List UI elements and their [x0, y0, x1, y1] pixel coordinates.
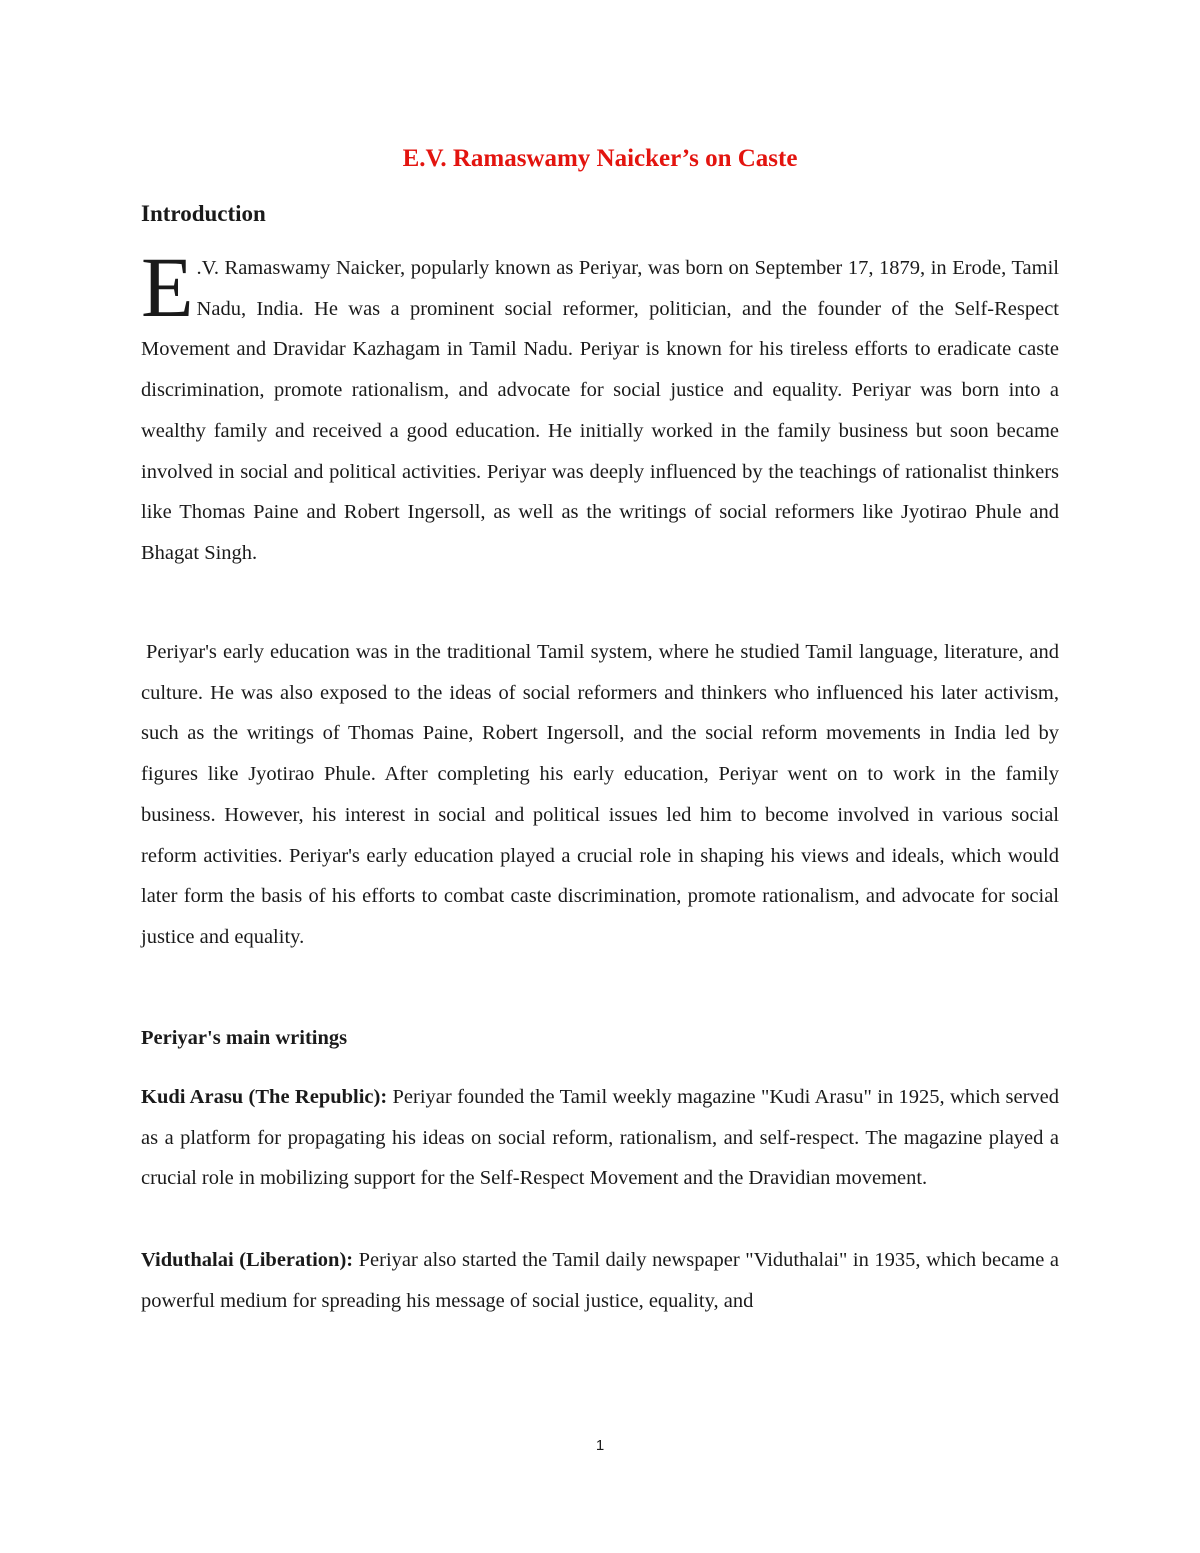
- introduction-paragraph-1-text: .V. Ramaswamy Naicker, popularly known as Periyar, was born on September 17, 1879, in Erode, Tamil Nadu, India. He was a prominent social reformer, politician, and the founder of the Self-Respect Movement and Dravidar Kazhagam in Tamil Nadu. Periyar is known for his tireless efforts to eradicate caste discrimination, promote rationalism, and advocate for social justice and equality. Periyar was born into a wealthy family and received a good education. He initially worked in the family business but soon became involved in social and political activities. Periyar was deeply influenced by the teachings of rationalist thinkers like Thomas Paine and Robert Ingersoll, as well as the writings of social reformers like Jyotirao Phule and Bhagat Singh.: [141, 257, 1059, 564]
- writing-description: Periyar founded the Tamil weekly magazine "Kudi Arasu" in 1925, which served as a platform for propagating his ideas on social reform, rationalism, and self-respect. The magazine played a crucial role in mobilizing support for the Self-Respect Movement and the Dravidian movement.: [141, 1086, 1059, 1190]
- writing-entry-kudi-arasu: [141, 1077, 1059, 1199]
- writing-entry-viduthalai: [141, 1240, 1059, 1321]
- writing-term: Viduthalai (Liberation):: [141, 1249, 354, 1271]
- writing-description: Periyar also started the Tamil daily newspaper "Viduthalai" in 1935, which became a powerful medium for spreading his message of social justice, equality, and: [141, 1249, 1059, 1312]
- document-title: E.V. Ramaswamy Naicker’s on Caste: [402, 145, 798, 172]
- page-number: 1: [595, 1437, 605, 1454]
- introduction-paragraph-2: Periyar's early education was in the traditional Tamil system, where he studied Tamil language, literature, and culture. He was also exposed to the ideas of social reformers and thinkers who influenced his later activism, such as the writings of Thomas Paine, Robert Ingersoll, and the social reform movements in India led by figures like Jyotirao Phule. After completing his early education, Periyar went on to work in the family business. However, his interest in social and political issues led him to become involved in various social reform activities. Periyar's early education played a crucial role in shaping his views and ideals, which would later form the basis of his efforts to combat caste discrimination, promote rationalism, and advocate for social justice and equality.: [141, 641, 1059, 948]
- writing-term: Kudi Arasu (The Republic):: [141, 1086, 388, 1108]
- main-writings-heading: Periyar's main writings: [141, 1027, 348, 1049]
- document-page: [141, 0, 1059, 1553]
- introduction-heading: Introduction: [141, 201, 266, 226]
- introduction-paragraph-1: [141, 239, 1059, 574]
- drop-cap-letter: E: [141, 239, 194, 335]
